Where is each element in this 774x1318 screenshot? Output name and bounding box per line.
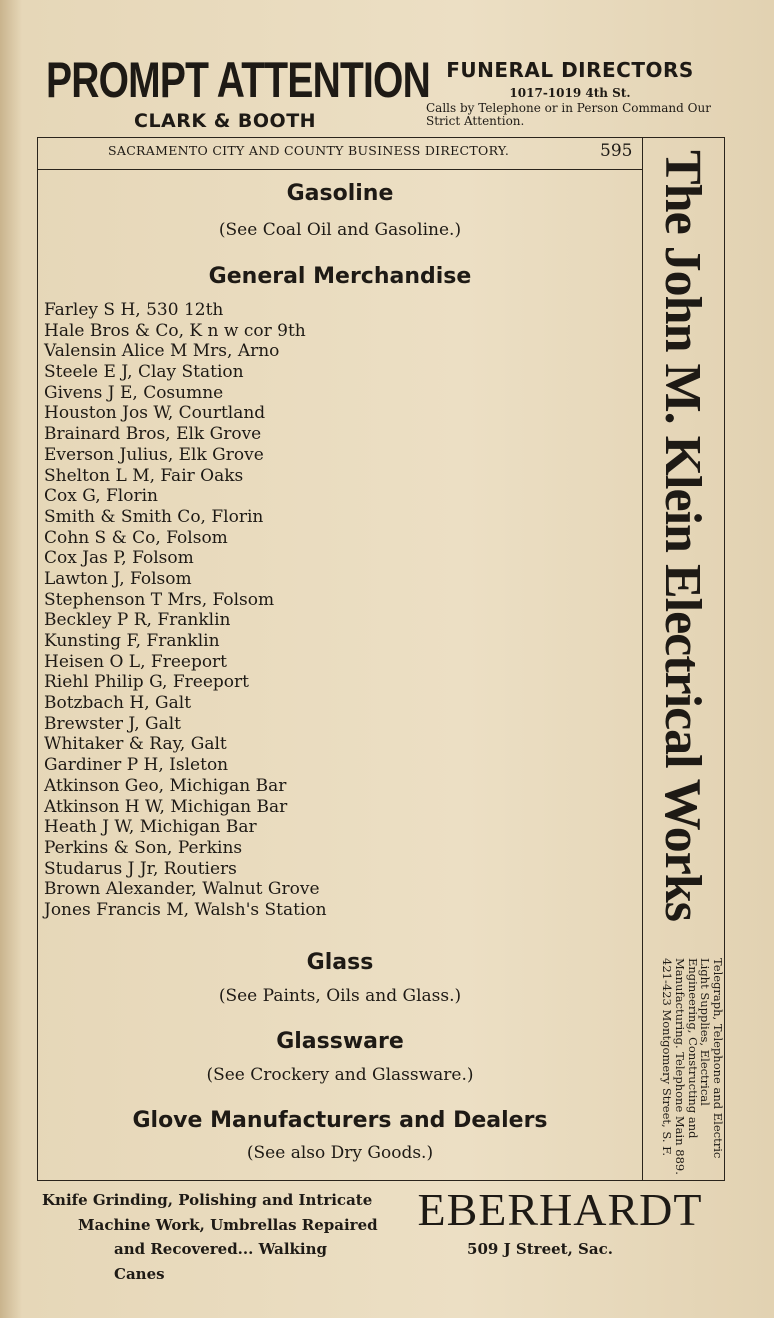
header-rule [38, 169, 642, 170]
section-heading-glove-manufacturers: Glove Manufacturers and Dealers [132, 1108, 548, 1133]
section-see-glass: (See Paints, Oils and Glass.) [218, 986, 462, 1006]
list-item: Shelton L M, Fair Oaks [44, 465, 244, 486]
list-item: Hale Bros & Co, K n w cor 9th [44, 320, 306, 341]
list-item: Valensin Alice M Mrs, Arno [44, 341, 280, 362]
section-see-glassware: (See Crockery and Glassware.) [206, 1065, 474, 1085]
bottom-ad-line-3: and Recovered... Walking Canes [114, 1240, 328, 1283]
list-item: Lawton J, Folsom [44, 568, 192, 589]
bottom-ad-line-1: Knife Grinding, Polishing and Intricate [42, 1191, 373, 1209]
section-see-glove-manufacturers: (See also Dry Goods.) [246, 1143, 434, 1163]
list-item: Steele E J, Clay Station [44, 362, 244, 383]
list-item: Botzbach H, Galt [44, 693, 192, 714]
list-item: Cox Jas P, Folsom [44, 548, 194, 569]
list-item: Cox G, Florin [44, 486, 158, 507]
ad-headline: PROMPT ATTENTION [46, 52, 431, 108]
bottom-ad-name: EBERHARDT [417, 1184, 703, 1235]
list-item: Whitaker & Ray, Galt [44, 734, 227, 755]
ad-address: 1017-1019 4th St. [509, 86, 631, 100]
side-ad-description: Telegraph, Telephone and Electric Light Supplies, Electrical Engineering, Constructing and Manufacturing. Telephone Main 889. 421-423 Montgomery Street, S. F. [660, 958, 725, 1175]
list-item: Heath J W, Michigan Bar [44, 817, 257, 838]
list-item: Smith & Smith Co, Florin [44, 506, 264, 527]
list-item: Cohn S & Co, Folsom [44, 527, 228, 548]
listing [44, 300, 327, 921]
top-ad-right [420, 58, 720, 128]
section-see-gasoline: (See Coal Oil and Gasoline.) [218, 220, 462, 240]
list-item: Atkinson Geo, Michigan Bar [44, 775, 287, 796]
list-item: Brainard Bros, Elk Grove [44, 424, 262, 445]
list-item: Kunsting F, Franklin [44, 631, 220, 651]
list-item: Beckley P R, Franklin [44, 610, 231, 631]
list-item: Brown Alexander, Walnut Grove [44, 879, 320, 900]
ad-firm-name: CLARK & BOOTH [134, 110, 317, 132]
list-item: Givens J E, Cosumne [44, 382, 224, 403]
list-item: Heisen O L, Freeport [44, 651, 228, 672]
bottom-ad-right [400, 1184, 720, 1258]
ad-note: Calls by Telephone or in Person Command Our Strict Attention. [426, 101, 711, 128]
list-item: Brewster J, Galt [44, 713, 181, 734]
section-heading-general-merchandise: General Merchandise [208, 264, 472, 289]
list-item: Atkinson H W, Michigan Bar [44, 796, 288, 817]
list-item: Houston Jos W, Courtland [44, 403, 266, 424]
list-item: Stephenson T Mrs, Folsom [44, 589, 275, 610]
list-item: Riehl Philip G, Freeport [44, 672, 249, 693]
page-number: 595 [600, 141, 633, 161]
list-item: Farley S H, 530 12th [44, 300, 224, 320]
top-ad-left [46, 52, 431, 132]
list-item: Perkins & Son, Perkins [44, 837, 243, 858]
bottom-ad-left [40, 1188, 380, 1286]
section-heading-gasoline: Gasoline [286, 181, 394, 206]
section-heading-glassware: Glassware [276, 1029, 404, 1054]
list-item: Gardiner P H, Isleton [44, 755, 229, 776]
bottom-ad-line-2: Machine Work, Umbrellas Repaired [78, 1215, 378, 1234]
section-heading-glass: Glass [306, 950, 374, 975]
bottom-ad-address: 509 J Street, Sac. [467, 1240, 613, 1258]
running-head: SACRAMENTO CITY AND COUNTY BUSINESS DIRECTORY. [108, 143, 510, 158]
side-ad [640, 150, 725, 1175]
list-item: Studarus J Jr, Routiers [44, 858, 237, 879]
ad-business-type: FUNERAL DIRECTORS [446, 58, 694, 82]
list-item: Jones Francis M, Walsh's Station [44, 899, 327, 920]
list-item: Everson Julius, Elk Grove [44, 444, 264, 465]
side-ad-title: The John M. Klein Electrical Works [654, 150, 711, 922]
